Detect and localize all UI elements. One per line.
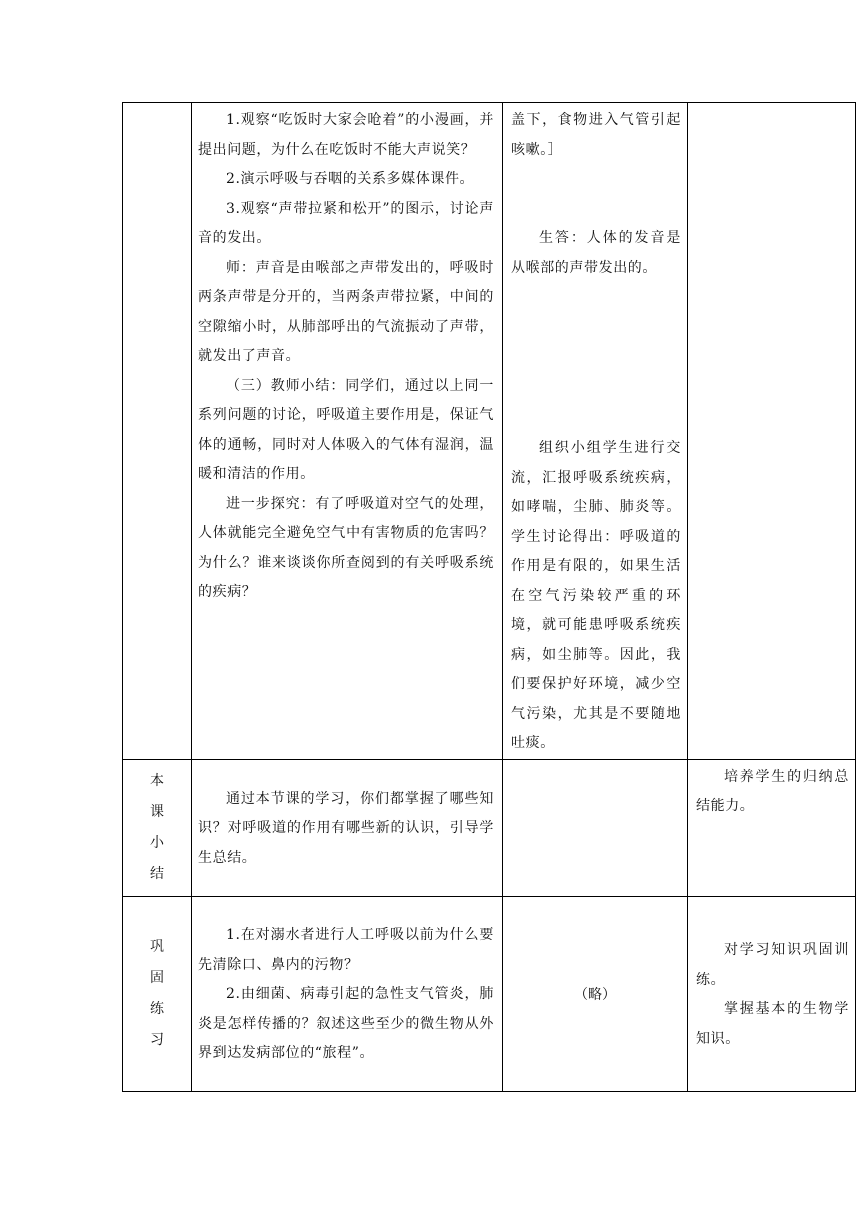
summary-student-cell-empty [503, 759, 688, 896]
practice-questions-cell [192, 896, 503, 1091]
row-label-cell-empty [123, 103, 192, 760]
summary-intent-cell [688, 759, 856, 896]
row-label-practice: 巩 固 练 习 [123, 896, 192, 1091]
summary-text: 通过本节课的学习，你们都掌握了哪些知识？对呼吸道的作用有哪些新的认识，引导学生总结。 [198, 790, 494, 866]
design-intent-cell-empty [688, 103, 856, 760]
table-row-practice [123, 896, 856, 1091]
omitted-note: （略） [574, 986, 616, 1003]
summary-teacher-cell [192, 759, 503, 896]
activity-item-3: 3.观察“声带拉紧和松开”的图示，讨论声音的发出。 [198, 200, 494, 246]
activity-item-2: 2.演示呼吸与吞咽的关系多媒体课件。 [226, 171, 475, 187]
lesson-plan-table [122, 102, 856, 1092]
teacher-activity-cell [192, 103, 503, 760]
activity-item-1: 1.观察“吃饭时大家会呛着”的小漫画，并提出问题，为什么在吃饭时不能大声说笑？ [198, 112, 494, 158]
teacher-explanation: 师：声音是由喉部之声带发出的，呼吸时两条声带是分开的，当两条声带拉紧，中间的空隙缩小时，从肺部呼出的气流振动了声带，就发出了声音。 [198, 259, 494, 364]
group-discussion: 组织小组学生进行交流，汇报呼吸系统疾病，如哮喘，尘肺、肺炎等。学生讨论得出：呼吸道的作用是有限的，如果生活在空气污染较严重的环境，就可能患呼吸系统疾病，如尘肺等。因此，我们要保护好环境，减少空气污染，尤其是不要随地吐痰。 [511, 440, 681, 751]
practice-intent-cell [688, 896, 856, 1091]
practice-intent-2: 掌握基本的生物学知识。 [696, 1001, 849, 1047]
student-note-continuation: 盖下，食物进入气管引起咳嗽。］ [511, 112, 681, 158]
student-answer: 生答：人体的发音是从喉部的声带发出的。 [511, 230, 681, 276]
practice-question-1: 1.在对溺水者进行人工呼吸以前为什么要先清除口、鼻内的污物？ [198, 927, 494, 973]
table-row-teaching-process [123, 103, 856, 760]
practice-intent-1: 对学习知识巩固训练。 [696, 942, 849, 988]
student-activity-cell [503, 103, 688, 760]
teacher-summary: （三）教师小结：同学们，通过以上同一系列问题的讨论，呼吸道主要作用是，保证气体的通畅，同时对人体吸入的气体有湿润，温暖和清洁的作用。 [198, 377, 494, 482]
table-row-lesson-summary [123, 759, 856, 896]
further-inquiry: 进一步探究：有了呼吸道对空气的处理，人体就能完全避免空气中有害物质的危害吗？为什么？谁来谈谈你所查阅到的有关呼吸系统的疾病？ [198, 495, 494, 600]
practice-question-2: 2.由细菌、病毒引起的急性支气管炎，肺炎是怎样传播的？叙述这些至少的微生物从外界到达发病部位的“旅程”。 [198, 986, 494, 1062]
summary-intent-text: 培养学生的归纳总结能力。 [696, 768, 849, 814]
practice-student-cell [503, 896, 688, 1091]
row-label-lesson-summary: 本 课 小 结 [123, 759, 192, 896]
